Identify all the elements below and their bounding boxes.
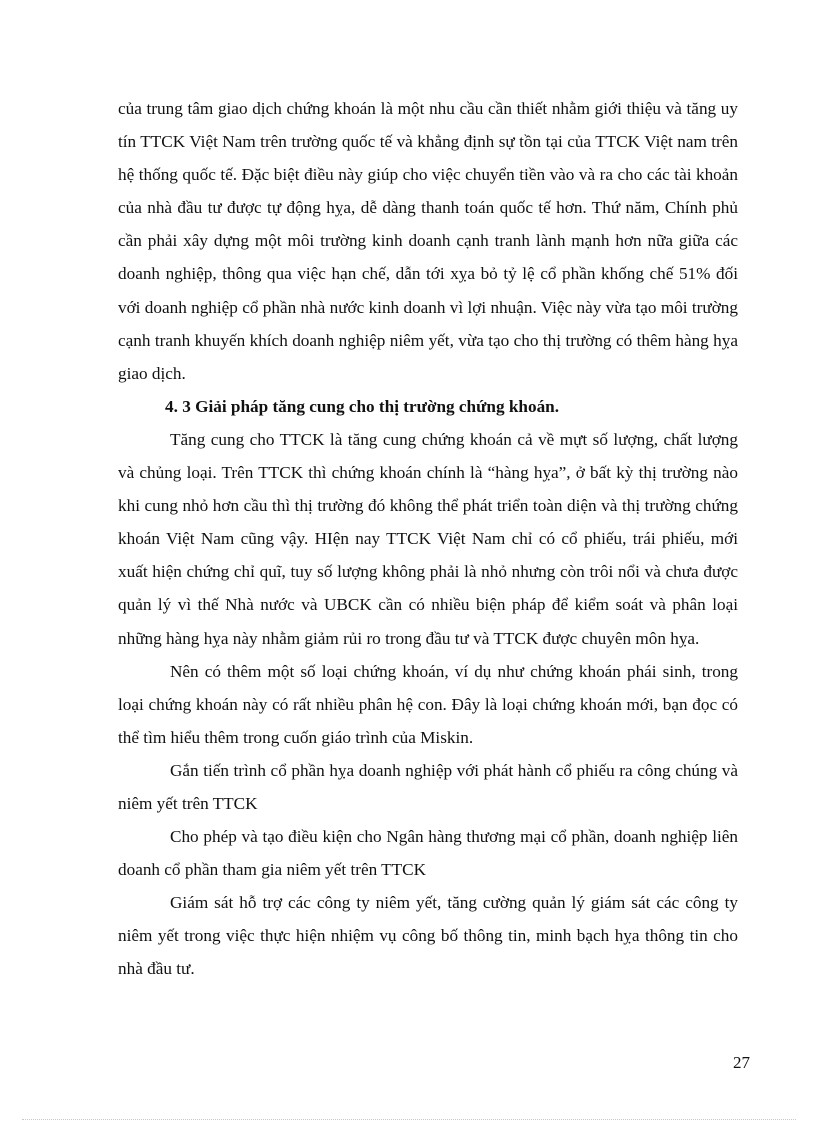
body-paragraph: Cho phép và tạo điều kiện cho Ngân hàng thương mại cổ phần, doanh nghiệp liên doanh cổ phần tham gia niêm yết trên TTCK	[118, 827, 738, 880]
body-paragraph: Giám sát hỗ trợ các công ty niêm yết, tăng cường quản lý giám sát các công ty niêm yết trong việc thực hiện nhiệm vụ công bố thông tin, minh bạch hỵa thông tin cho nhà đầu tư.	[118, 893, 738, 979]
document-page	[118, 92, 738, 986]
body-paragraph: Nên có thêm một số loại chứng khoán, ví dụ như chứng khoán phái sinh, trong loại chứng khoán này có rất nhiều phân hệ con. Đây là loại chứng khoán mới, bạn đọc có thể tìm hiểu thêm trong cuốn giáo trình của Miskin.	[118, 661, 738, 747]
body-paragraph: Gắn tiến trình cổ phần hỵa doanh nghiệp với phát hành cổ phiếu ra công chúng và niêm yết trên TTCK	[118, 760, 738, 813]
section-heading: 4. 3 Giải pháp tăng cung cho thị trường chứng khoán.	[165, 396, 560, 416]
body-paragraph: của trung tâm giao dịch chứng khoán là một nhu cầu cần thiết nhằm giới thiệu và tăng uy tín TTCK Việt Nam trên trường quốc tế và khẳng định sự tồn tại của TTCK Việt nam trên hệ thống quốc tế. Đặc biệt điều này giúp cho việc chuyển tiền vào và ra cho các tài khoản của nhà đầu tư được tự động hỵa, dễ dàng thanh toán quốc tế hơn. Thứ năm, Chính phủ cần phải xây dựng một môi trường kinh doanh cạnh tranh lành mạnh hơn nữa giữa các doanh nghiệp, thông qua việc hạn chế, dẫn tới xỵa bỏ tỷ lệ cổ phần khống chế 51% đối với doanh nghiệp cổ phần nhà nước kinh doanh vì lợi nhuận. Việc này vừa tạo môi trường cạnh tranh khuyến khích doanh nghiệp niêm yết, vừa tạo cho thị trường có thêm hàng hỵa giao dịch.	[118, 99, 738, 383]
body-paragraph: Tăng cung cho TTCK là tăng cung chứng khoán cả về mựt số lượng, chất lượng và chủng loại. Trên TTCK thì chứng khoán chính là “hàng hỵa”, ở bất kỳ thị trường nào khi cung nhỏ hơn cầu thì thị trường đó không thể phát triển toàn diện và thị trường chứng khoán Việt Nam cũng vậy. HIện nay TTCK Việt Nam chỉ có cổ phiếu, trái phiếu, mới xuất hiện chứng chỉ quĩ, tuy số lượng không phải là nhỏ nhưng còn trôi nổi và chưa được quản lý vì thế Nhà nước và UBCK cần có nhiều biện pháp để kiểm soát và phân loại những hàng hỵa này nhằm giảm rủi ro trong đầu tư và TTCK được chuyên môn hỵa.	[118, 429, 738, 648]
footer-divider	[22, 1119, 796, 1120]
page-number: 27	[733, 1053, 750, 1072]
